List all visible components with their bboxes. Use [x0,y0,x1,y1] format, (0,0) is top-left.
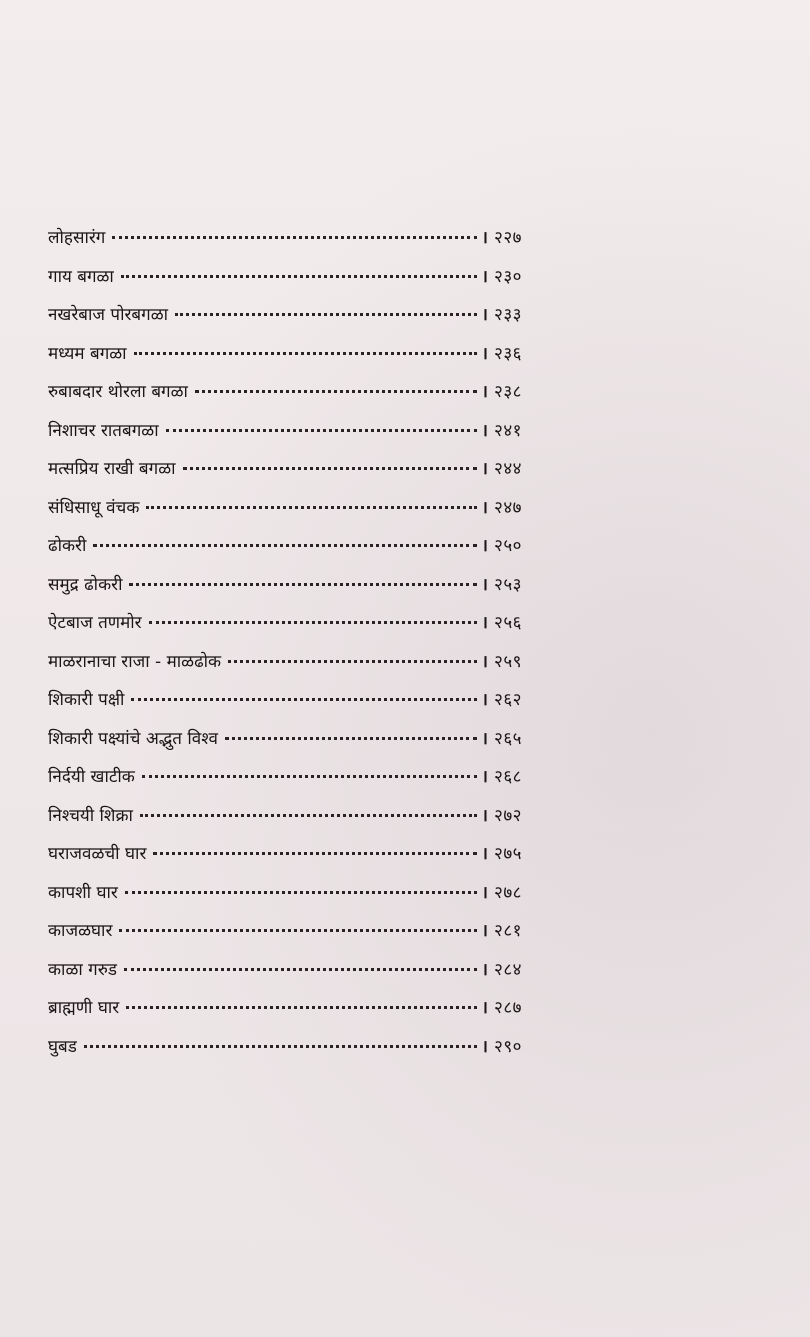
toc-entry [48,297,548,336]
toc-entry-title: संधिसाधू वंचक [48,497,140,518]
toc-separator: । [481,574,488,595]
toc-entry [48,798,548,837]
toc-page-number: २६२ [494,690,523,710]
toc-entry [48,836,548,875]
toc-separator: । [481,998,488,1018]
toc-entry-title: मध्यम बगळा [48,343,127,364]
dot-leader [126,986,476,1009]
toc-separator: । [481,266,488,287]
toc-entry [48,528,548,567]
toc-entry-title: निशाचर रातबगळा [48,420,159,441]
toc-entry [48,913,548,952]
toc-page-number: २३८ [494,382,523,402]
toc-separator: । [481,613,488,633]
toc-separator: । [481,497,488,518]
toc-page-number: २८१ [494,921,523,941]
toc-page-number: २३६ [494,343,523,364]
toc-entry-title: मत्सप्रिय राखी बगळा [48,459,176,479]
toc-page-number: २५६ [494,613,523,633]
dot-leader [129,563,476,586]
toc-separator: । [481,844,488,864]
toc-separator: । [481,420,488,441]
toc-entry-title: निश्चयी शिक्रा [48,805,133,826]
toc-entry [48,451,548,490]
toc-separator: । [481,382,488,402]
toc-entry-title: कापशी घार [48,882,118,903]
toc-entry-title: काजळघार [48,921,113,941]
dot-leader [146,486,476,509]
toc-entry-title: ऐटबाज तणमोर [48,613,142,633]
toc-entry-title: माळरानाचा राजा - माळढोक [48,651,222,672]
toc-separator: । [481,305,488,325]
toc-page-number: २५० [494,536,523,556]
table-of-contents [48,220,548,1067]
toc-entry [48,605,548,644]
dot-leader [228,640,476,663]
toc-entry-title: शिकारी पक्ष्यांचे अद्भुत विश्व [48,728,218,749]
toc-separator: । [481,343,488,364]
dot-leader [134,332,477,355]
toc-separator: । [481,459,488,479]
dot-leader [183,447,477,470]
toc-page-number: २८७ [494,998,523,1018]
toc-page-number: २९० [494,1036,523,1057]
toc-page-number: २३३ [494,305,523,325]
dot-leader [121,255,477,278]
dot-leader [195,370,477,393]
toc-entry [48,990,548,1029]
toc-page-number: २६८ [494,767,523,787]
toc-page-number: २७८ [494,882,523,903]
toc-page-number: २४७ [494,497,523,518]
toc-entry-title: ब्राह्मणी घार [48,998,120,1018]
toc-page-number: २७५ [494,844,523,864]
toc-entry [48,682,548,721]
toc-entry-title: घुबड [48,1036,77,1057]
toc-page-number: २५३ [494,574,523,595]
toc-entry-title: ढोकरी [48,536,87,556]
toc-separator: । [481,921,488,941]
toc-entry [48,336,548,375]
toc-entry [48,875,548,914]
toc-entry [48,759,548,798]
toc-entry [48,644,548,683]
toc-entry [48,220,548,259]
toc-entry [48,259,548,298]
toc-entry [48,374,548,413]
toc-entry [48,413,548,452]
toc-entry-title: शिकारी पक्षी [48,690,125,710]
toc-page-number: २३० [494,266,523,287]
dot-leader [149,601,477,624]
dot-leader [124,948,477,971]
toc-entry [48,1029,548,1068]
toc-page-number: २७२ [494,805,523,826]
toc-separator: । [481,882,488,903]
toc-entry-title: रुबाबदार थोरला बगळा [48,382,188,402]
toc-page-number: २५९ [494,651,523,672]
dot-leader [225,717,477,740]
toc-entry [48,721,548,760]
toc-separator: । [481,228,488,248]
dot-leader [131,678,476,701]
dot-leader [125,871,477,894]
dot-leader [84,1025,477,1048]
toc-entry [48,567,548,606]
dot-leader [112,216,476,239]
dot-leader [175,293,477,316]
toc-separator: । [481,1036,488,1057]
toc-page-number: २८४ [494,959,523,980]
toc-entry-title: लोहसारंग [48,228,106,248]
dot-leader [142,755,477,778]
toc-separator: । [481,651,488,672]
toc-entry [48,490,548,529]
toc-page-number: २४४ [494,459,523,479]
dot-leader [166,409,477,432]
dot-leader [119,909,476,932]
toc-separator: । [481,805,488,826]
toc-separator: । [481,959,488,980]
toc-page-number: २२७ [494,228,523,248]
toc-entry-title: निर्दयी खाटीक [48,767,135,787]
toc-separator: । [481,690,488,710]
dot-leader [140,794,477,817]
toc-entry-title: गाय बगळा [48,266,114,287]
toc-separator: । [481,767,488,787]
toc-entry-title: घराजवळची घार [48,844,147,864]
toc-page-number: २६५ [494,728,523,749]
dot-leader [153,832,476,855]
toc-entry-title: नखरेबाज पोरबगळा [48,305,169,325]
toc-separator: । [481,536,488,556]
toc-entry [48,952,548,991]
toc-entry-title: समुद्र ढोकरी [48,574,123,595]
toc-page-number: २४१ [494,420,523,441]
dot-leader [93,524,476,547]
toc-separator: । [481,728,488,749]
toc-entry-title: काळा गरुड [48,959,118,980]
